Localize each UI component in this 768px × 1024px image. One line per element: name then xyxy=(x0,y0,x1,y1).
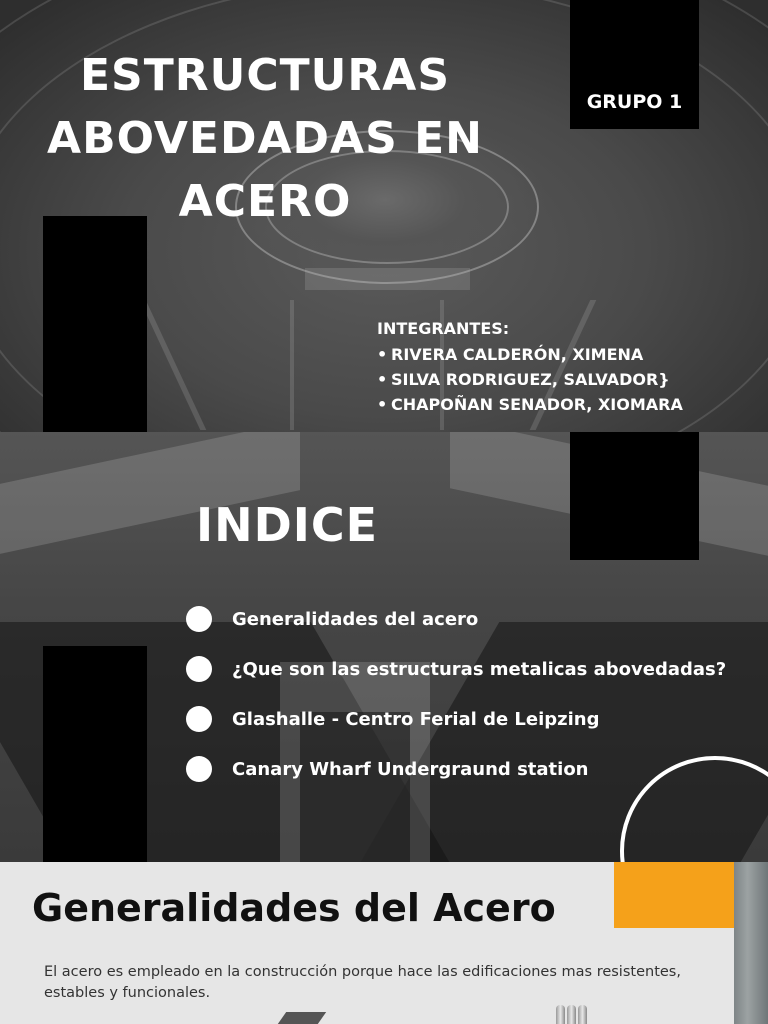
member-item: • SILVA RODRIGUEZ, SALVADOR} xyxy=(377,367,683,392)
index-item[interactable] xyxy=(186,754,589,784)
bullet-dot-icon xyxy=(186,756,212,782)
main-title-line: ACERO xyxy=(178,176,352,227)
index-section xyxy=(0,432,768,862)
group-label: GRUPO 1 xyxy=(586,91,683,113)
steel-pipes-illustration xyxy=(556,1005,588,1024)
section-paragraph: El acero es empleado en la construcción porque hace las edificaciones mas resistentes, estables y funcionales. xyxy=(44,964,681,1001)
member-item: • CHAPOÑAN SENADOR, XIOMARA xyxy=(377,392,683,417)
main-title-line: ESTRUCTURAS xyxy=(79,50,451,101)
index-item-label: Canary Wharf Undergraund station xyxy=(232,758,589,780)
section-title: Generalidades del Acero xyxy=(32,886,556,930)
members-block xyxy=(377,318,683,417)
index-item-label: Generalidades del acero xyxy=(232,608,479,630)
decorative-black-bar xyxy=(43,216,147,432)
accent-orange-block xyxy=(614,862,734,928)
group-badge xyxy=(570,0,699,129)
cover-section xyxy=(0,0,768,432)
main-title-line: ABOVEDADAS EN xyxy=(47,113,483,164)
bullet-dot-icon xyxy=(186,706,212,732)
generalidades-section xyxy=(0,862,768,1024)
member-item: • RIVERA CALDERÓN, XIMENA xyxy=(377,342,683,367)
members-label: INTEGRANTES: xyxy=(377,319,510,338)
steel-beam-illustration xyxy=(278,1012,326,1024)
index-item[interactable] xyxy=(186,704,600,734)
bullet-dot-icon xyxy=(186,606,212,632)
main-title xyxy=(40,44,490,233)
index-item-label: Glashalle - Centro Ferial de Leipzing xyxy=(232,708,600,730)
index-item[interactable] xyxy=(186,654,726,684)
members-list xyxy=(377,342,683,417)
index-item-label: ¿Que son las estructuras metalicas abovedadas? xyxy=(232,658,727,680)
decorative-black-bar xyxy=(43,646,147,862)
index-item[interactable] xyxy=(186,604,478,634)
bullet-dot-icon xyxy=(186,656,212,682)
decorative-black-bar xyxy=(570,432,699,560)
index-title: INDICE xyxy=(196,498,379,552)
